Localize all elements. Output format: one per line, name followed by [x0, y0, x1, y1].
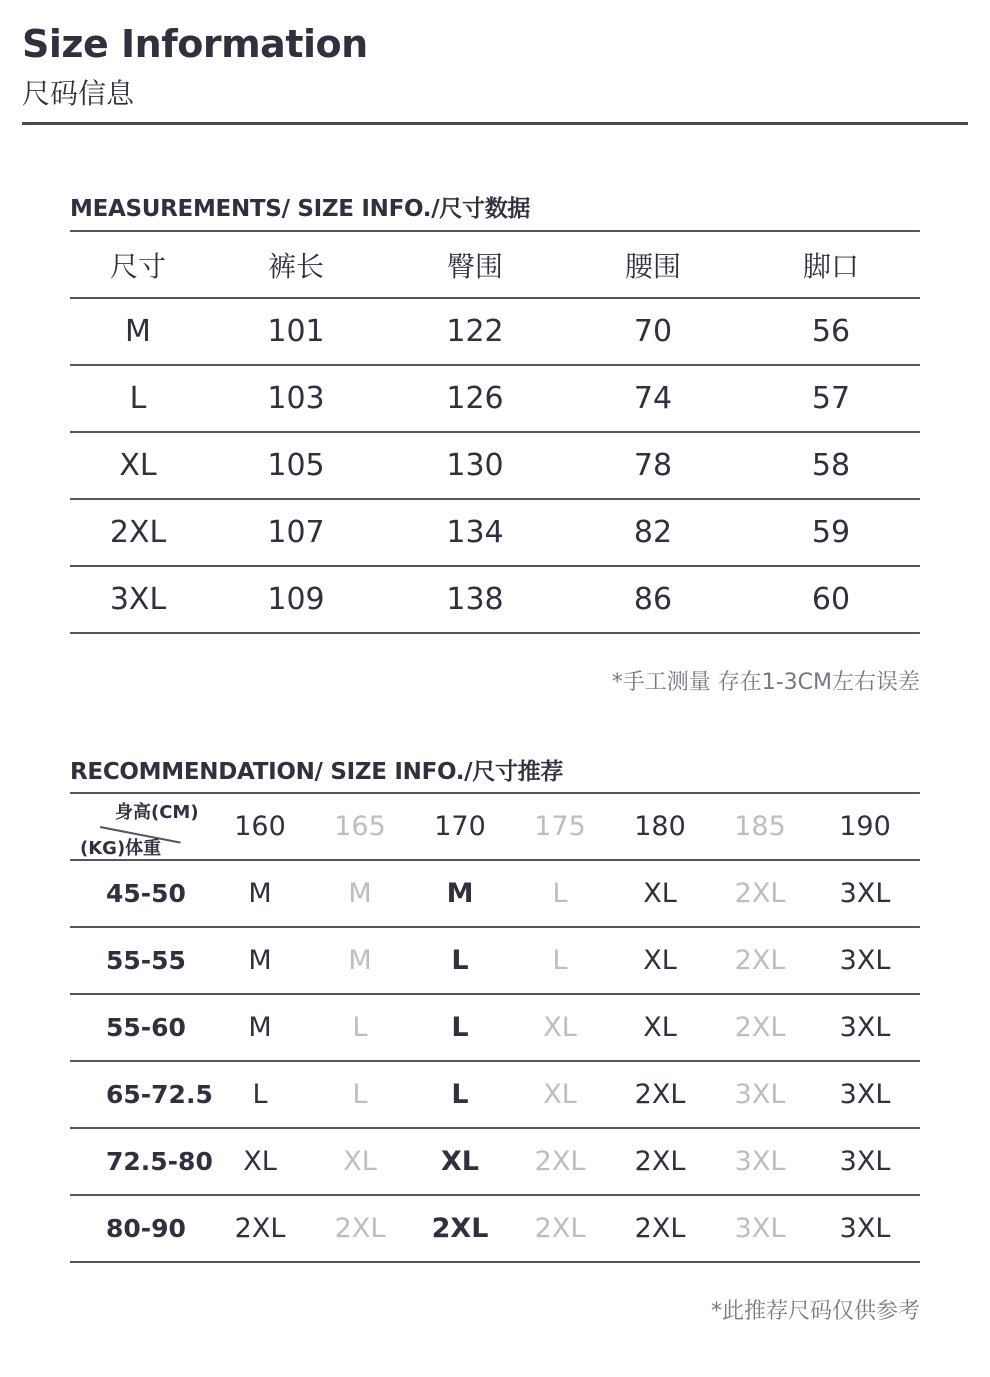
size-cell: L	[310, 1061, 410, 1128]
size-cell: 3XL	[810, 994, 920, 1061]
size-cell: M	[210, 927, 310, 994]
table-row	[70, 566, 920, 633]
page-title: Size Information	[22, 22, 368, 66]
table-row	[70, 432, 920, 499]
size-cell: L	[410, 927, 510, 994]
size-cell: M	[310, 927, 410, 994]
size-cell: XL	[310, 1128, 410, 1195]
size-cell: M	[410, 860, 510, 927]
value-cell: 134	[386, 499, 564, 566]
value-cell: 78	[564, 432, 742, 499]
size-cell: L	[310, 994, 410, 1061]
table-row	[70, 365, 920, 432]
value-cell: 56	[742, 298, 920, 365]
size-cell: 2XL	[70, 499, 206, 566]
size-cell: XL	[610, 994, 710, 1061]
size-cell: 2XL	[510, 1128, 610, 1195]
height-header-row	[70, 793, 920, 860]
measurements-header-row	[70, 231, 920, 298]
height-header: 175	[510, 793, 610, 860]
weight-cell: 45-50	[70, 860, 210, 927]
size-cell: 2XL	[210, 1195, 310, 1262]
size-cell: L	[410, 994, 510, 1061]
value-cell: 122	[386, 298, 564, 365]
value-cell: 101	[206, 298, 386, 365]
size-cell: 3XL	[810, 1061, 920, 1128]
size-cell: M	[70, 298, 206, 365]
value-cell: 59	[742, 499, 920, 566]
weight-cell: 55-55	[70, 927, 210, 994]
size-cell: 3XL	[710, 1061, 810, 1128]
table-row	[70, 499, 920, 566]
size-cell: 2XL	[410, 1195, 510, 1262]
size-cell: 2XL	[710, 927, 810, 994]
size-cell: L	[70, 365, 206, 432]
weight-cell: 65-72.5	[70, 1061, 210, 1128]
size-cell: 2XL	[310, 1195, 410, 1262]
size-cell: 2XL	[510, 1195, 610, 1262]
recommendation-note: *此推荐尺码仅供参考	[710, 1299, 920, 1324]
weight-cell: 55-60	[70, 994, 210, 1061]
table-row	[70, 994, 920, 1061]
table-row	[70, 860, 920, 927]
size-cell: M	[310, 860, 410, 927]
measurements-table	[70, 230, 920, 634]
value-cell: 60	[742, 566, 920, 633]
table-row	[70, 1195, 920, 1262]
size-cell: 2XL	[710, 860, 810, 927]
value-cell: 70	[564, 298, 742, 365]
size-cell: 3XL	[710, 1128, 810, 1195]
size-cell: XL	[410, 1128, 510, 1195]
size-cell: XL	[610, 860, 710, 927]
column-header: 脚口	[742, 231, 920, 298]
size-cell: XL	[610, 927, 710, 994]
column-header: 尺寸	[70, 231, 206, 298]
size-cell: L	[410, 1061, 510, 1128]
size-cell: 2XL	[610, 1128, 710, 1195]
value-cell: 103	[206, 365, 386, 432]
table-row	[70, 927, 920, 994]
weight-cell: 72.5-80	[70, 1128, 210, 1195]
height-header: 190	[810, 793, 920, 860]
size-cell: 3XL	[810, 860, 920, 927]
value-cell: 58	[742, 432, 920, 499]
value-cell: 86	[564, 566, 742, 633]
value-cell: 82	[564, 499, 742, 566]
header-divider	[22, 122, 968, 125]
size-cell: L	[210, 1061, 310, 1128]
column-header: 腰围	[564, 231, 742, 298]
value-cell: 105	[206, 432, 386, 499]
column-header: 臀围	[386, 231, 564, 298]
value-cell: 126	[386, 365, 564, 432]
size-cell: 2XL	[610, 1061, 710, 1128]
measurement-note: *手工测量 存在1-3CM左右误差	[611, 670, 920, 695]
corner-header	[70, 793, 210, 860]
value-cell: 109	[206, 566, 386, 633]
height-axis-label: 身高(CM)	[115, 802, 199, 823]
size-cell: XL	[210, 1128, 310, 1195]
size-cell: 3XL	[810, 1195, 920, 1262]
height-header: 185	[710, 793, 810, 860]
weight-cell: 80-90	[70, 1195, 210, 1262]
table-row	[70, 298, 920, 365]
table-row	[70, 1128, 920, 1195]
page-subtitle: 尺码信息	[22, 77, 135, 110]
height-header: 165	[310, 793, 410, 860]
size-cell: L	[510, 860, 610, 927]
recommendation-section-title: RECOMMENDATION/ SIZE INFO./尺寸推荐	[70, 759, 564, 785]
weight-axis-label: (KG)体重	[80, 838, 162, 859]
height-header: 160	[210, 793, 310, 860]
measurements-section-title: MEASUREMENTS/ SIZE INFO./尺寸数据	[70, 196, 531, 222]
size-cell: M	[210, 994, 310, 1061]
size-cell: 2XL	[710, 994, 810, 1061]
size-cell: L	[510, 927, 610, 994]
recommendation-table	[70, 792, 920, 1263]
table-row	[70, 1061, 920, 1128]
size-cell: 2XL	[610, 1195, 710, 1262]
value-cell: 130	[386, 432, 564, 499]
value-cell: 74	[564, 365, 742, 432]
size-cell: 3XL	[710, 1195, 810, 1262]
size-cell: XL	[510, 994, 610, 1061]
size-cell: 3XL	[810, 927, 920, 994]
size-cell: M	[210, 860, 310, 927]
size-cell: XL	[510, 1061, 610, 1128]
value-cell: 107	[206, 499, 386, 566]
size-cell: 3XL	[70, 566, 206, 633]
size-cell: 3XL	[810, 1128, 920, 1195]
column-header: 裤长	[206, 231, 386, 298]
size-cell: XL	[70, 432, 206, 499]
height-header: 170	[410, 793, 510, 860]
value-cell: 57	[742, 365, 920, 432]
value-cell: 138	[386, 566, 564, 633]
height-header: 180	[610, 793, 710, 860]
